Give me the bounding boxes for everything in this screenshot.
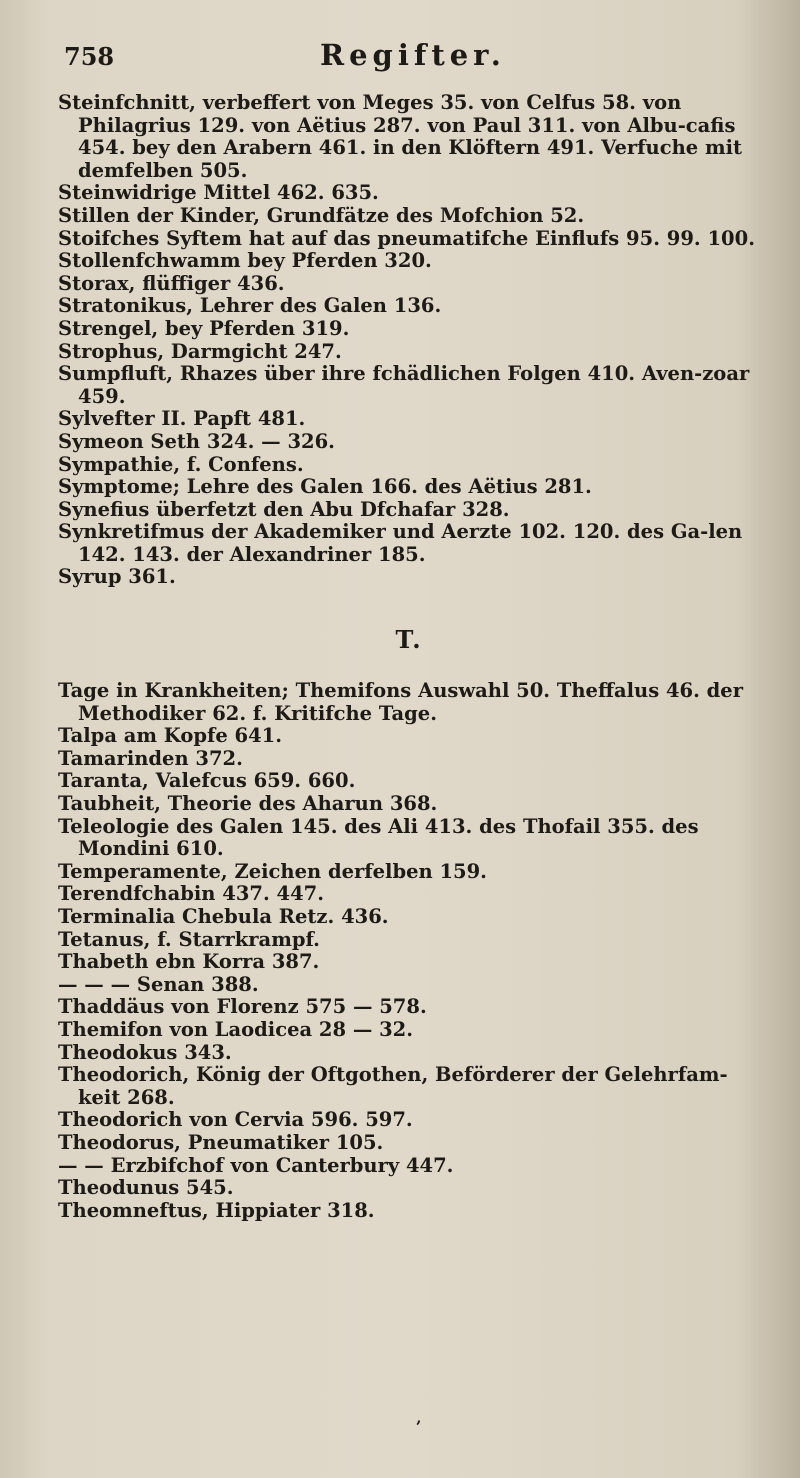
index-entry: Talpa am Kopfe 641.: [58, 724, 283, 748]
index-entry: Taranta, Valefcus 659. 660.: [58, 769, 356, 793]
index-entry: Symeon Seth 324. — 326.: [58, 429, 335, 453]
index-entry: Sylvefter II. Papft 481.: [58, 407, 306, 431]
index-entry: Thabeth ebn Korra 387.: [58, 950, 320, 974]
index-section-s: [58, 92, 760, 589]
index-entry: Tamarinden 372.: [58, 746, 243, 770]
index-entry: Teleologie des Galen 145. des Ali 413. des Thofail 355. des Mondini 610.: [58, 814, 706, 861]
page-number: 758: [64, 42, 115, 71]
index-entry: Theodorich, König der Oftgothen, Beförderer der Gelehrfam-keit 268.: [58, 1063, 728, 1109]
index-entry: Tage in Krankheiten; Themifons Auswahl 50. Theffalus 46. der Methodiker 62. f. Kritifche Tage.: [58, 679, 750, 725]
index-entry: — — Erzbifchof von Canterbury 447.: [58, 1153, 454, 1177]
index-entry: Temperamente, Zeichen derfelben 159.: [58, 859, 487, 883]
index-entry: Sumpfluft, Rhazes über ihre fchädlichen Folgen 410. Aven-zoar 459.: [58, 362, 757, 408]
index-entry: Terendfchabin 437. 447.: [58, 882, 325, 906]
index-entry: Steinfchnitt, verbeffert von Meges 35. von Celfus 58. von Philagrius 129. von Aëtius 287. von Paul 311. von Albu-cafis 454. bey den Arabern 461. in den Klöftern 491. Verfuche mit demfelben 505.: [58, 91, 749, 182]
index-entry: Themifon von Laodicea 28 — 32.: [58, 1017, 414, 1041]
index-entry: Symptome; Lehre des Galen 166. des Aëtius 281.: [58, 475, 592, 499]
index-entry: Terminalia Chebula Retz. 436.: [58, 905, 389, 928]
index-entry: Stoifches Syftem hat auf das pneumatifche Einflufs 95. 99. 100.: [58, 226, 755, 250]
page-header: [58, 36, 760, 92]
index-entry: Synefius überfetzt den Abu Dfchafar 328.: [58, 497, 510, 521]
index-entry: Strengel, bey Pferden 319.: [58, 316, 350, 340]
section-letter: T.: [395, 625, 423, 655]
index-entry: — — — Senan 388.: [58, 972, 259, 996]
printer-mark: ‚: [416, 1408, 422, 1427]
index-entry: Strophus, Darmgicht 247.: [58, 339, 342, 363]
index-entry: Syrup 361.: [58, 565, 176, 589]
index-entry: Theodorus, Pneumatiker 105.: [58, 1130, 384, 1154]
index-entry: Synkretifmus der Akademiker und Aerzte 102. 120. des Ga-len 142. 143. der Alexandriner 185.: [58, 520, 750, 566]
index-entry: Stillen der Kinder, Grundfätze des Mofchion 52.: [58, 203, 585, 227]
running-title: Regifter.: [320, 38, 506, 72]
index-entry: Taubheit, Theorie des Aharun 368.: [58, 792, 438, 816]
index-entry: Stollenfchwamm bey Pferden 320.: [58, 249, 432, 273]
index-entry: Theodunus 545.: [58, 1176, 234, 1200]
index-entry: Theodorich von Cervia 596. 597.: [58, 1108, 413, 1132]
index-entry: Theodokus 343.: [58, 1040, 232, 1064]
index-entry: Stratonikus, Lehrer des Galen 136.: [58, 294, 442, 318]
index-entry: Sympathie, f. Confens.: [58, 452, 304, 476]
index-entry: Theomneftus, Hippiater 318.: [58, 1198, 375, 1222]
index-entry: Tetanus, f. Starrkrampf.: [58, 927, 320, 951]
index-entry: Thaddäus von Florenz 575 — 578.: [58, 995, 427, 1019]
index-entry: Storax, flüffiger 436.: [58, 271, 285, 295]
index-entry: Steinwidrige Mittel 462. 635.: [58, 181, 379, 205]
index-section-t: [58, 680, 760, 1222]
